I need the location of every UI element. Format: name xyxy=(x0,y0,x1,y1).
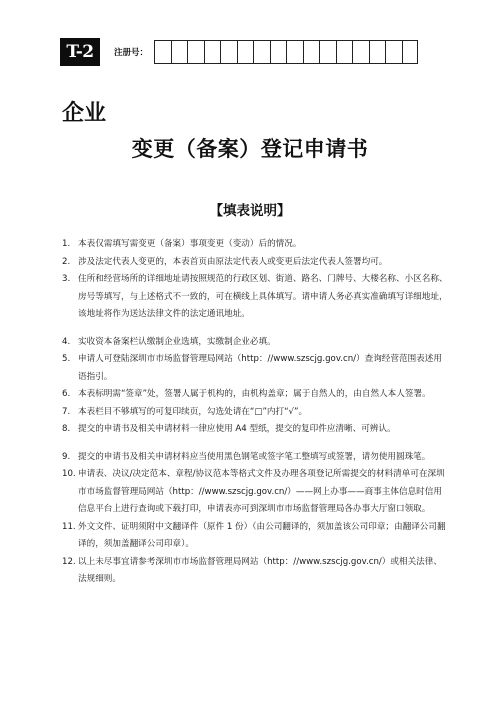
instruction-number: 1. xyxy=(62,239,71,249)
instruction-text: 外文文件、证明须附中文翻译件（原件 1 份）（由公司翻译的，须加盖该公司印章；由翻译公司翻译的，须加盖翻译公司印章）。 xyxy=(78,521,446,549)
registration-digit-box[interactable] xyxy=(237,40,254,64)
instruction-item xyxy=(62,254,450,272)
instruction-number: 3. xyxy=(62,274,71,284)
registration-digit-box[interactable] xyxy=(220,40,237,64)
registration-digit-box[interactable] xyxy=(187,40,204,64)
instruction-item xyxy=(62,554,450,589)
instruction-item xyxy=(62,404,450,422)
instruction-text: 本表标明需“签章”处，签署人属于机构的，由机构盖章；属于自然人的，由自然人本人签署。 xyxy=(78,389,431,399)
registration-number-boxes[interactable] xyxy=(154,40,418,64)
instruction-item xyxy=(62,519,450,554)
registration-digit-box[interactable] xyxy=(369,40,386,64)
instruction-text: 涉及法定代表人变更的，本表首页由原法定代表人或变更后法定代表人签署均可。 xyxy=(78,256,388,267)
registration-digit-box[interactable] xyxy=(303,40,320,64)
instruction-item xyxy=(62,421,450,439)
registration-digit-box[interactable] xyxy=(385,40,402,64)
registration-digit-box[interactable] xyxy=(319,40,336,64)
instruction-item xyxy=(62,334,450,352)
instruction-item xyxy=(62,449,450,467)
instruction-item xyxy=(62,351,450,386)
registration-digit-box[interactable] xyxy=(171,40,188,64)
company-label: 企业 xyxy=(62,100,107,126)
instruction-text: 申请人可登陆深圳市市场监督管理局网站（http：//www.szscjg.gov.cn/）查询经营范围表述用语指引。 xyxy=(78,354,442,382)
instruction-text: 本表栏目不够填写的可复印续页，勾选处请在“□”内打“√”。 xyxy=(78,406,308,417)
instruction-text: 以上未尽事宜请参考深圳市市场监督管理局网站（http：//www.szscjg.gov.cn/）或相关法律、法规细则。 xyxy=(78,556,442,584)
section-title: 【填表说明】 xyxy=(209,203,291,219)
instruction-item xyxy=(62,236,450,254)
registration-number-label: 注册号： xyxy=(114,48,149,58)
instruction-text: 申请表、决议/决定范本、章程/协议范本等格式文件及办理各项登记所需提交的材料清单可在深圳市市场监督管理局网站（http：//www.szscjg.gov.cn/）——网上办事——商事主体信息时信用信息平台上进行查询或下载打印，申请表亦可到深圳市市场监督管理局各办事大厅窗口领取。 xyxy=(78,469,445,514)
instruction-number: 6. xyxy=(62,389,71,399)
instruction-text: 实收资本备案栏认缴制企业选填，实缴制企业必填。 xyxy=(78,336,276,347)
instruction-number: 7. xyxy=(62,406,71,417)
instruction-number: 8. xyxy=(62,424,71,434)
page-title: 变更（备案）登记申请书 xyxy=(131,136,369,161)
instruction-number: 11. xyxy=(62,521,76,532)
instruction-item xyxy=(62,271,450,324)
registration-digit-box[interactable] xyxy=(253,40,270,64)
instruction-number: 2. xyxy=(62,256,71,267)
instruction-text: 提交的申请书及相关申请材料一律应使用 A4 型纸，提交的复印件应清晰、可辨认。 xyxy=(78,424,396,434)
instruction-text: 住所和经营场所的详细地址请按照规范的行政区划、街道、路名、门牌号、大楼名称、小区名称、房号等填写，与上述格式不一致的，可在横线上具体填写。请申请人务必真实准确填写详细地址，该地址将作为送达法律文件的法定通讯地址。 xyxy=(78,274,448,319)
instruction-item xyxy=(62,386,450,404)
list-spacer xyxy=(62,324,450,334)
instruction-text: 提交的申请书及相关申请材料应当使用黑色钢笔或签字笔工整填写或签署，请勿使用圆珠笔。 xyxy=(78,451,431,462)
registration-digit-box[interactable] xyxy=(204,40,221,64)
registration-digit-box[interactable] xyxy=(336,40,353,64)
instruction-item xyxy=(62,466,450,519)
instruction-list xyxy=(62,236,450,589)
header-row xyxy=(60,38,418,66)
instruction-number: 10. xyxy=(62,469,76,479)
instruction-number: 12. xyxy=(62,556,76,567)
registration-digit-box[interactable] xyxy=(352,40,369,64)
registration-digit-box[interactable] xyxy=(154,40,171,64)
list-spacer xyxy=(62,439,450,449)
registration-digit-box[interactable] xyxy=(286,40,303,64)
registration-digit-box[interactable] xyxy=(270,40,287,64)
instruction-number: 4. xyxy=(62,336,71,347)
instruction-text: 本表仅需填写需变更（备案）事项变更（变动）后的情况。 xyxy=(78,239,302,249)
registration-digit-box[interactable] xyxy=(402,40,419,64)
instruction-number: 5. xyxy=(62,354,71,364)
form-code-badge: T-2 xyxy=(60,38,100,66)
instruction-number: 9. xyxy=(62,451,71,462)
